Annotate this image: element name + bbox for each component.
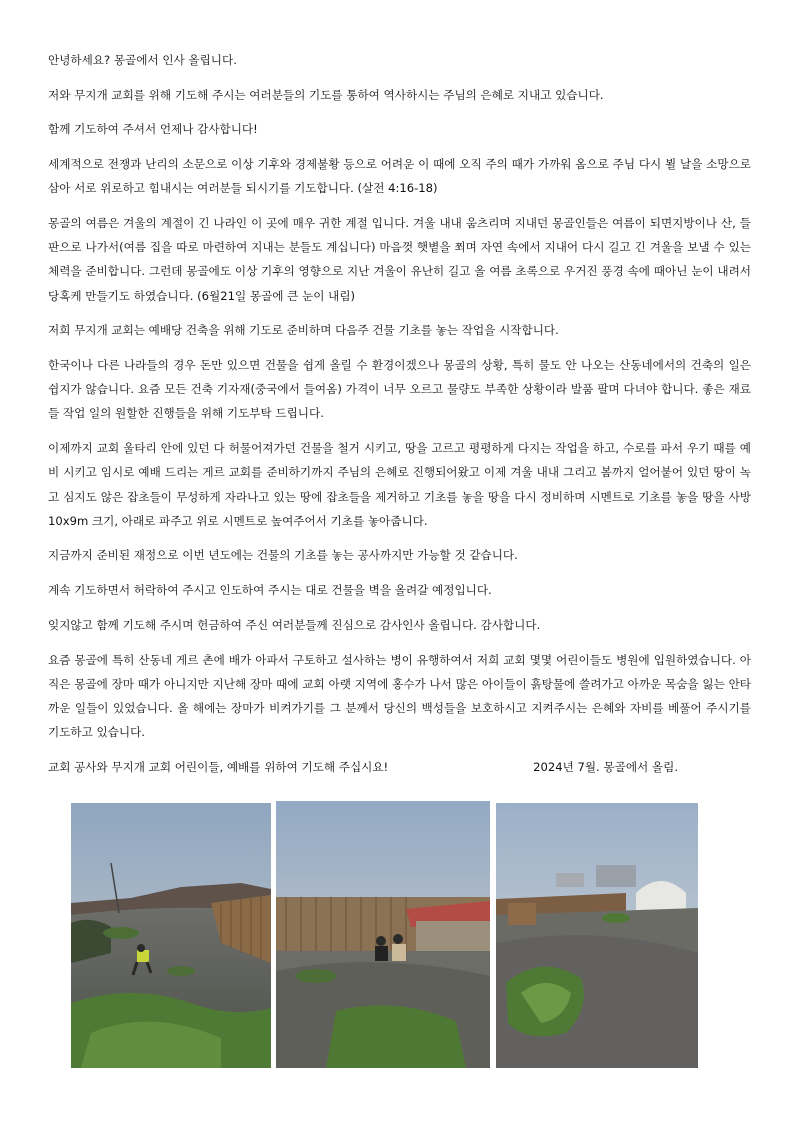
letter-body [48, 48, 751, 779]
paragraph: 세계적으로 전쟁과 난리의 소문으로 이상 기후와 경제불황 등으로 어려운 이 때에 오직 주의 때가 가까워 옴으로 주님 다시 뵐 날을 소망으로 삼아 서로 위로하고 힘내시는 여러분들 되시기를 기도합니다. (살전 4:16-18) [48, 157, 751, 196]
paragraph: 계속 기도하면서 허락하여 주시고 인도하여 주시는 대로 건물을 벽을 올려갈 예정입니다. [48, 583, 492, 598]
paragraph: 지금까지 준비된 재정으로 이번 년도에는 건물의 기초를 놓는 공사까지만 가능할 것 같습니다. [48, 548, 518, 563]
paragraph: 함께 기도하여 주셔서 언제나 감사합니다! [48, 122, 258, 137]
paragraph: 몽골의 여름은 겨울의 계절이 긴 나라인 이 곳에 매우 귀한 계절 입니다. 겨울 내내 움츠리며 지내던 몽골인들은 여름이 되면지방이나 산, 들판으로 나가서(여름 집을 따로 마련하여 지내는 분들도 계십니다) 마음껏 햇볕을 쬐며 자연 속에서 지내어 다시 길고 긴 겨울을 보낼 수 있는 체력을 준비합니다. 그런데 몽골에도 이상 기후의 영향으로 지난 겨울이 유난히 길고 올 여름 초록으로 우거진 풍경 속에 때아닌 눈이 내려서 당혹케 만들기도 하였습니다. (6월21일 몽골에 큰 눈이 내림) [48, 216, 751, 303]
signature: 2024년 7월. 몽골에서 올림. [533, 759, 678, 774]
paragraph: 이제까지 교회 울타리 안에 있던 다 허물어져가던 건물을 철거 시키고, 땅을 고르고 평평하게 다지는 작업을 하고, 수로를 파서 우기 때를 예비 시키고 임시로 예배 드리는 게르 교회를 준비하기까지 주님의 은혜로 진행되어왔고 이제 겨울 내내 그리고 봄까지 얼어붙어 있던 땅이 녹고 심지도 않은 잡초들이 무성하게 자라나고 있는 땅에 잡초들을 제거하고 기초를 놓을 땅을 다시 정비하며 시멘트로 기초를 놓을 땅을 사방 10x9m 크기, 아래로 파주고 위로 시멘트로 높여주어서 기초를 놓아줍니다. [48, 441, 751, 528]
cleared-weeds-ger-photo [496, 803, 698, 1068]
closing-line [48, 755, 678, 779]
paragraph: 저희 무지개 교회는 예배당 건축을 위해 기도로 준비하며 다음주 건물 기초를 놓는 작업을 시작합니다. [48, 323, 559, 338]
paragraph: 요즘 몽골에 특히 산동네 게르 촌에 배가 아파서 구토하고 설사하는 병이 유행하여서 저희 교회 몇몇 어린이들도 병원에 입원하였습니다. 아직은 몽골에 장마 때가 아니지만 지난해 장마 때에 교회 아랫 지역에 홍수가 나서 많은 아이들이 흙탕물에 쓸려가고 아까운 목숨을 잃는 안타까운 일들이 있었습니다. 올 해에는 장마가 비켜가기를 그 분께서 당신의 백성들을 보호하시고 지켜주시는 은혜와 자비를 베풀어 주시기를 기도하고 있습니다. [48, 652, 751, 740]
paragraph: 저와 무지개 교회를 위해 기도해 주시는 여러분들의 기도를 통하여 역사하시는 주님의 은혜로 지내고 있습니다. [48, 87, 604, 102]
closing-request: 교회 공사와 무지개 교회 어린이들, 예배를 위하여 기도해 주십시요! [48, 759, 389, 774]
yard-weeding-photo [71, 803, 271, 1068]
paragraph: 잊지않고 함께 기도해 주시며 헌금하여 주신 여러분들께 진심으로 감사인사 올립니다. 감사합니다. [48, 617, 541, 632]
paragraph: 한국이나 다른 나라들의 경우 돈만 있으면 건물을 쉽게 올릴 수 환경이겠으나 몽골의 상황, 특히 물도 안 나오는 산동네에서의 건축의 일은 쉽지가 않습니다. 요즘 모든 건축 기자재(중국에서 들여옴) 가격이 너무 오르고 물량도 부족한 상황이라 발품 팔며 다녀야 합니다. 좋은 재료들 작업 일의 원할한 진행들을 위해 기도부탁 드립니다. [48, 358, 751, 421]
two-people-by-fence-photo [276, 801, 490, 1068]
greeting: 안녕하세요? 몽골에서 인사 올립니다. [48, 53, 237, 67]
